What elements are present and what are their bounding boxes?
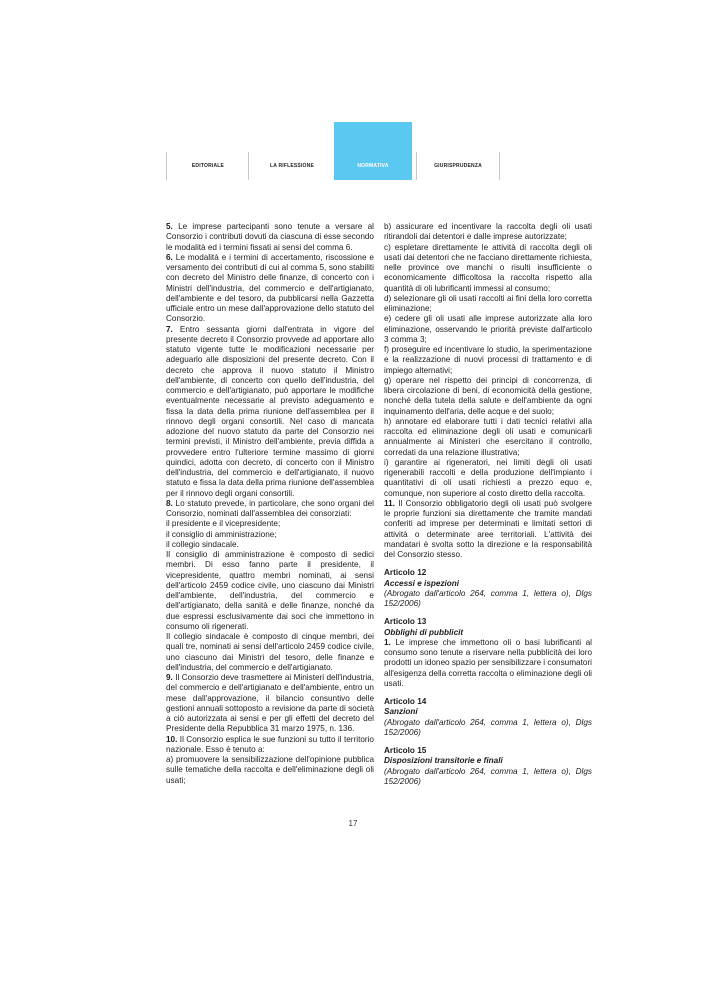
paragraph-number: 11. xyxy=(384,498,395,508)
paragraph xyxy=(166,253,374,325)
paragraph-text: c) espletare direttamente le attività di raccolta degli oli usati dai detentori che ne facciano direttamente richiesta, nelle province ove manchi o risulti insufficiente o economicamente difficoltosa la raccolta rispetto alla quantità di oli lubrificanti immessi al consumo; xyxy=(384,242,592,293)
paragraph-text: il presidente e il vicepresidente; xyxy=(166,519,281,529)
paragraph xyxy=(384,376,592,417)
paragraph-text: g) operare nel rispetto dei principi di concorrenza, di libera circolazione di beni, di economicità della gestione, nonché della tutela della salute e dell'ambiente da ogni inquinamento dell'aria, delle acque e del suolo; xyxy=(384,375,592,416)
tab-label: GIURISPRUDENZA xyxy=(434,163,482,169)
paragraph-text: Entro sessanta giorni dall'entrata in vigore del presente decreto il Consorzio provvede ad apportare allo statuto vigente tutte le modificazioni necessarie per adeguarlo alle disposizioni del presente decreto. Con il decreto che approva il nuovo statuto il Ministro dell'ambiente, di concerto con quello dell'industria, del commercio e dell'artigianato, può apportare le modifiche eventualmente necessarie al previsto adeguamento e fissa la data della prima riunione dell'assemblea per il rinnovo degli organi consortili. Nel caso di mancata adozione del nuovo statuto da parte del Consorzio nei termini previsti, il Ministro dell'ambiente, previa diffida a provvedere entro l'ulteriore termine massimo di giorni quindici, adotta con decreto, di concerto con il Ministro dell'industria, del commercio e dell'artigianato, il nuovo statuto e fissa la data della prima riunione dell'assemblea per il rinnovo degli organi consortili. xyxy=(166,324,374,498)
paragraph xyxy=(166,755,374,786)
tab-normativa[interactable] xyxy=(334,152,412,180)
article-note: (Abrogato dall'articolo 264, comma 1, lettera o), Dlgs 152/2006) xyxy=(384,588,592,608)
paragraph xyxy=(384,345,592,376)
paragraph xyxy=(384,222,592,243)
paragraph-text: Il consiglio di amministrazione è composto di sedici membri. Di esso fanno parte il presidente, il vicepresidente, quattro membri nominati, ai sensi dell'articolo 2459 codice civile, uno ciascuno dai Ministri dell'ambiente, dell'industria, del commercio e dell'artigianato, della sanità e delle finanze, nonché da due espressi esclusivamente dai soci che immettono in consumo oli rigenerati. xyxy=(166,550,374,631)
paragraph xyxy=(166,540,374,550)
paragraph xyxy=(384,314,592,345)
paragraph-text: Il Consorzio obbligatorio degli oli usati può svolgere le proprie funzioni sia direttamente che tramite mandati conferiti ad imprese per determinati e limitati settori di attività o determinate aree territoriali. L'attività dei mandatari è svolta sotto la direzione e la responsabilità del Consorzio stesso. xyxy=(384,498,592,559)
tab-label: NORMATIVA xyxy=(357,163,389,169)
paragraph-text: e) cedere gli oli usati alle imprese autorizzate alla loro eliminazione, osservando le priorità previste dall'articolo 3 comma 3; xyxy=(384,314,592,344)
article-heading: Articolo 13 xyxy=(384,617,427,627)
paragraph-text: Il collegio sindacale è composto di cinque membri, dei quali tre, nominati ai sensi dell'articolo 2459 codice civile, uno ciascuno dai Ministri del tesoro, delle finanze e dell'industria, del commercio e dell'artigianato. xyxy=(166,632,374,672)
article-heading: Articolo 14 xyxy=(384,697,427,706)
tab-editoriale[interactable] xyxy=(166,152,249,180)
paragraph-text: Le imprese partecipanti sono tenute a versare al Consorzio i contributi dovuti da ciascuna di esse secondo le modalità ed i termini fissati ai sensi del comma 6. xyxy=(166,222,374,252)
paragraph xyxy=(166,530,374,540)
paragraph xyxy=(384,499,592,561)
paragraph-text: il consiglio di amministrazione; xyxy=(166,529,277,539)
article-subtitle: Sanzioni xyxy=(384,707,418,717)
paragraph-number: 9. xyxy=(166,673,173,682)
paragraph xyxy=(166,632,374,673)
page-number: 17 xyxy=(348,819,358,828)
paragraph-text: h) annotare ed elaborare tutti i dati tecnici relativi alla raccolta ed eliminazione degli oli usati e comunicarli annualmente ai Ministeri che esercitano il controllo, corredati da una relazione illustrativa; xyxy=(384,416,592,457)
paragraph-text: d) selezionare gli oli usati raccolti ai fini della loro corretta eliminazione; xyxy=(384,293,592,313)
paragraph-number: 6. xyxy=(166,252,173,262)
text-column-right xyxy=(384,222,592,787)
section-tabs xyxy=(166,152,584,180)
paragraph xyxy=(166,550,374,632)
paragraph xyxy=(166,673,374,735)
paragraph-text: b) assicurare ed incentivare la raccolta degli oli usati ritirandoli dai detentori e dalle imprese autorizzate; xyxy=(384,222,592,242)
tab-label: LA RIFLESSIONE xyxy=(269,163,314,169)
paragraph xyxy=(384,243,592,294)
paragraph-text: il collegio sindacale. xyxy=(166,539,239,549)
paragraph xyxy=(384,417,592,458)
paragraph-number: 1. xyxy=(384,637,391,647)
paragraph-number: 5. xyxy=(166,222,173,231)
paragraph-text: i) garantire ai rigeneratori, nei limiti degli oli usati rigenerabili raccolti e della produzione dell'impianto i quantitativi di oli usati richiesti a prezzo equo e, comunque, non superiore al costo diretto della raccolta. xyxy=(384,457,592,498)
paragraph-text: Le modalità e i termini di accertamento, riscossione e versamento dei contributi di cui al comma 5, sono stabiliti con decreto del Ministro delle finanze, di concerto con i Ministri dell'industria, del commercio e dell'artigianato, dell'ambiente e del tesoro, da pubblicarsi nella Gazzetta ufficiale entro un mese dall'approvazione dello statuto del Consorzio. xyxy=(166,252,374,324)
article-heading: Articolo 12 xyxy=(384,568,427,578)
paragraph-text: Le imprese che immettono oli o basi lubrificanti al consumo sono tenute a riservare nella pubblicità dei loro prodotti un idoneo spazio per sensibilizzare i consumatori all'esigenza della corretta raccolta o eliminazione degli oli usati. xyxy=(384,637,592,688)
article-note: (Abrogato dall'articolo 264, comma 1, lettera o), Dlgs 152/2006) xyxy=(384,766,592,786)
paragraph xyxy=(384,458,592,499)
paragraph-text: a) promuovere la sensibilizzazione dell'opinione pubblica sulle tematiche della raccolta e dell'eliminazione degli oli usati; xyxy=(166,755,374,785)
article-subtitle: Accessi e ispezioni xyxy=(384,578,460,588)
paragraph-number: 10. xyxy=(166,734,178,744)
paragraph-text: f) proseguire ed incentivare lo studio, la sperimentazione e la realizzazione di nuovi processi di trattamento e di impiego alternativi; xyxy=(384,345,592,375)
paragraph xyxy=(166,519,374,529)
paragraph xyxy=(166,222,374,253)
tab-label: EDITORIALE xyxy=(191,163,225,169)
paragraph-number: 7. xyxy=(166,324,173,334)
tab-giurisprudenza[interactable] xyxy=(416,152,500,180)
paragraph xyxy=(166,325,374,499)
article-subtitle: Disposizioni transitorie e finali xyxy=(384,756,503,766)
paragraph-text: Lo statuto prevede, in particolare, che sono organi del Consorzio, nominati dall'assemblea dei consorziati: xyxy=(166,498,374,518)
paragraph-text: Il Consorzio deve trasmettere ai Ministeri dell'industria, del commercio e dell'artigianato e dell'ambiente, entro un mese dall'approvazione, il bilancio consuntivo delle gestioni annuali sottoposto a revisione da parte di società a ciò autorizzata ai sensi e per gli effetti del decreto del Presidente della Repubblica 31 marzo 1975, n. 136. xyxy=(166,673,375,734)
article-subtitle: Obblighi di pubblicit xyxy=(384,627,464,637)
tab-la-riflessione[interactable] xyxy=(248,152,335,180)
article-body xyxy=(384,638,592,689)
text-column-left xyxy=(166,222,374,786)
paragraph-text: Il Consorzio esplica le sue funzioni su tutto il territorio nazionale. Esso è tenuto a: xyxy=(166,734,374,754)
paragraph xyxy=(384,294,592,315)
article-heading: Articolo 15 xyxy=(384,746,427,755)
paragraph-number: 8. xyxy=(166,498,173,508)
article-note: (Abrogato dall'articolo 264, comma 1, lettera o), Dlgs 152/2006) xyxy=(384,717,592,737)
paragraph xyxy=(166,735,374,756)
paragraph xyxy=(166,499,374,520)
